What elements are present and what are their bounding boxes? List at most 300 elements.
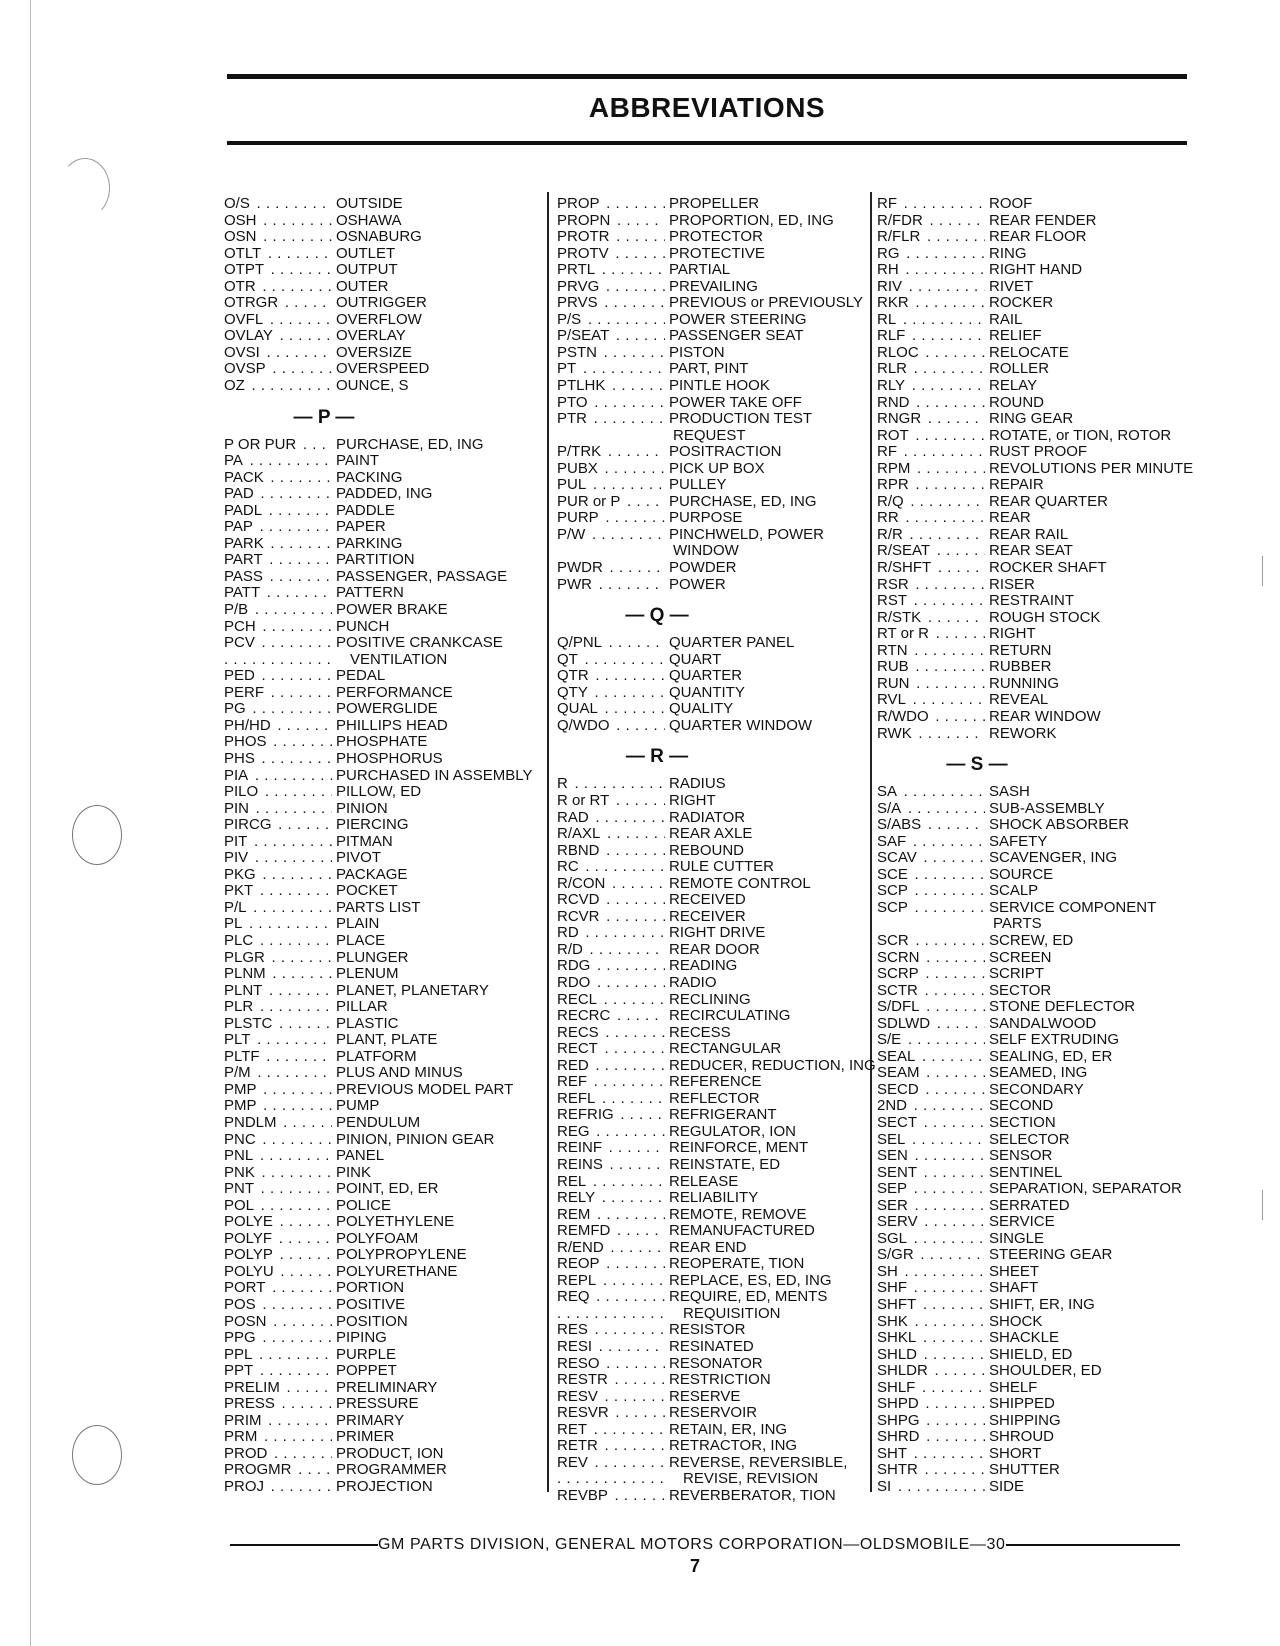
- abbreviation-meaning: PORTION: [336, 1279, 405, 1297]
- abbreviation-code: R/FDR: [877, 212, 923, 229]
- abbreviation-code: PMP: [224, 1098, 257, 1115]
- abbreviation-code: PARK: [224, 535, 264, 552]
- abbreviation-code: SEAL: [877, 1048, 916, 1065]
- abbreviation-entry: [224, 1264, 544, 1281]
- abbreviation-code: SA: [877, 784, 898, 801]
- abbreviation-code: RED: [557, 1057, 589, 1074]
- abbreviation-code: PRVG: [557, 278, 600, 295]
- abbreviation-code-cell: [557, 510, 665, 527]
- abbreviation-code-cell: [877, 560, 985, 577]
- abbreviation-meaning: PLANT, PLATE: [336, 1031, 438, 1049]
- abbreviation-entry: [224, 933, 544, 950]
- abbreviation-code: RDO: [557, 974, 591, 991]
- abbreviation-code: RLY: [877, 378, 906, 395]
- abbreviation-code-cell: [877, 933, 985, 950]
- abbreviation-code: PUL: [557, 477, 587, 494]
- abbreviation-code-cell: [224, 262, 332, 279]
- abbreviation-entry: [224, 1148, 544, 1165]
- abbreviation-code: SCRN: [877, 949, 920, 966]
- abbreviation-meaning: PENDULUM: [336, 1113, 421, 1131]
- abbreviation-entry: [877, 1214, 1197, 1231]
- abbreviation-entry: [224, 1380, 544, 1397]
- abbreviation-entry: [224, 295, 544, 312]
- abbreviation-entry: [557, 328, 877, 345]
- abbreviation-code: RF: [877, 196, 897, 212]
- abbreviation-meaning: RIGHT HAND: [989, 261, 1083, 279]
- abbreviation-code: P/TRK: [557, 444, 602, 461]
- abbreviation-code: REINS: [557, 1156, 603, 1173]
- abbreviation-code-cell: [877, 428, 985, 445]
- abbreviation-entry: [877, 328, 1197, 345]
- abbreviation-entry: [877, 610, 1197, 627]
- abbreviation-meaning: PURCHASE, ED, ING: [669, 492, 817, 510]
- abbreviation-code: RR: [877, 510, 899, 527]
- abbreviation-meaning: REVOLUTIONS PER MINUTE: [989, 459, 1194, 477]
- abbreviation-code-cell: [224, 213, 332, 230]
- abbreviation-column-2: [557, 196, 877, 1504]
- abbreviation-code: S/ABS: [877, 817, 922, 834]
- abbreviation-meaning: PLAIN: [336, 915, 380, 933]
- abbreviation-entry: [557, 892, 877, 909]
- abbreviation-code: SHT: [877, 1445, 907, 1462]
- abbreviation-code-cell: [224, 801, 332, 818]
- abbreviation-code-cell: [877, 626, 985, 643]
- abbreviation-code: PIN: [224, 800, 250, 817]
- abbreviation-code: PADL: [224, 502, 263, 519]
- abbreviation-meaning: REAR WINDOW: [989, 707, 1101, 725]
- abbreviation-entry: [877, 834, 1197, 851]
- abbreviation-meaning: REDUCER, REDUCTION, ING: [669, 1056, 876, 1074]
- abbreviation-entry: [877, 692, 1197, 709]
- abbreviation-meaning: PACKING: [336, 468, 403, 486]
- abbreviation-code-cell: [557, 1140, 665, 1157]
- abbreviation-code: PPG: [224, 1330, 256, 1347]
- abbreviation-code-cell: [557, 229, 665, 246]
- abbreviation-entry: [224, 229, 544, 246]
- abbreviation-entry: [557, 992, 877, 1009]
- abbreviation-code-cell: [557, 701, 665, 718]
- abbreviation-code: PROGMR: [224, 1462, 292, 1479]
- abbreviation-code-cell: [877, 966, 985, 983]
- abbreviation-meaning: SHIPPED: [989, 1395, 1055, 1413]
- abbreviation-meaning: RUBBER: [989, 658, 1052, 676]
- abbreviation-meaning: POLYPROPYLENE: [336, 1246, 467, 1264]
- abbreviation-code: SCP: [877, 883, 908, 900]
- abbreviation-code-cell: [224, 1181, 332, 1198]
- abbreviation-code-cell: [557, 378, 665, 395]
- abbreviation-code: PATT: [224, 585, 261, 602]
- abbreviation-code-cell: [557, 1339, 665, 1356]
- abbreviation-code-cell: [224, 701, 332, 718]
- abbreviation-meaning: RELOCATE: [989, 343, 1069, 361]
- abbreviation-code: P/W: [557, 526, 586, 543]
- abbreviation-meaning: PARTIAL: [669, 261, 731, 279]
- abbreviation-code: REM: [557, 1206, 591, 1223]
- abbreviation-meaning: PRIMER: [336, 1428, 395, 1446]
- abbreviation-code-cell: [557, 262, 665, 279]
- abbreviation-code: R/CON: [557, 875, 606, 892]
- abbreviation-meaning: PLASTIC: [336, 1014, 399, 1032]
- abbreviation-meaning: RETRACTOR, ING: [669, 1437, 798, 1455]
- abbreviation-meaning: QUALITY: [669, 700, 734, 718]
- abbreviation-entry: [877, 494, 1197, 511]
- abbreviation-code: PNT: [224, 1181, 254, 1198]
- abbreviation-code-cell: [224, 328, 332, 345]
- abbreviation-code: PRESS: [224, 1396, 275, 1413]
- abbreviation-entry: [877, 1264, 1197, 1281]
- abbreviation-code: SH: [877, 1263, 898, 1280]
- abbreviation-meaning: POWERGLIDE: [336, 700, 438, 718]
- abbreviation-meaning: RUST PROOF: [989, 443, 1088, 461]
- abbreviation-entry: [877, 883, 1197, 900]
- abbreviation-code: PKG: [224, 866, 256, 883]
- abbreviation-meaning: PAINT: [336, 452, 380, 470]
- abbreviation-entry: [877, 560, 1197, 577]
- abbreviation-code: RH: [877, 262, 899, 279]
- abbreviation-entry: [557, 793, 877, 810]
- abbreviation-entry: [224, 999, 544, 1016]
- abbreviation-code: QTY: [557, 684, 588, 701]
- abbreviation-code: OSN: [224, 229, 257, 246]
- abbreviation-meaning: RAIL: [989, 310, 1023, 328]
- abbreviation-entry: [224, 1247, 544, 1264]
- abbreviation-code: RESO: [557, 1355, 600, 1372]
- abbreviation-meaning: RESISTOR: [669, 1321, 746, 1339]
- abbreviation-code-cell: [877, 692, 985, 709]
- abbreviation-code-cell: [224, 1049, 332, 1066]
- abbreviation-code-cell: [224, 916, 332, 933]
- abbreviation-code-cell: [877, 610, 985, 627]
- abbreviation-entry: [224, 916, 544, 933]
- abbreviation-code-cell: [877, 1479, 985, 1496]
- abbreviation-meaning: RUNNING: [989, 674, 1059, 692]
- abbreviation-entry: [877, 1413, 1197, 1430]
- abbreviation-code: PRTL: [557, 262, 596, 279]
- abbreviation-entry: [224, 635, 544, 652]
- abbreviation-code: REOP: [557, 1256, 600, 1273]
- abbreviation-code-cell: [224, 834, 332, 851]
- abbreviation-entry: [877, 1082, 1197, 1099]
- abbreviation-code: SEP: [877, 1181, 908, 1198]
- abbreviation-entry: [224, 1363, 544, 1380]
- abbreviation-code: Q/WDO: [557, 717, 610, 734]
- abbreviation-entry: [224, 378, 544, 395]
- abbreviation-entry: [877, 428, 1197, 445]
- abbreviation-meaning: PLANET, PLANETARY: [336, 981, 489, 999]
- abbreviation-meaning: PLATFORM: [336, 1047, 417, 1065]
- abbreviation-code: RDG: [557, 958, 591, 975]
- abbreviation-entry: [557, 577, 877, 594]
- abbreviation-code-cell: [224, 519, 332, 536]
- abbreviation-entry: [557, 876, 877, 893]
- abbreviation-code: POLYF: [224, 1230, 273, 1247]
- abbreviation-code-cell: [877, 1347, 985, 1364]
- abbreviation-code: SHPG: [877, 1412, 920, 1429]
- abbreviation-code: SAF: [877, 833, 907, 850]
- abbreviation-entry: [224, 1347, 544, 1364]
- abbreviation-meaning: POCKET: [336, 882, 398, 900]
- abbreviation-entry: [877, 1396, 1197, 1413]
- abbreviation-entry: [557, 1389, 877, 1406]
- abbreviation-entry: [224, 328, 544, 345]
- abbreviation-code-cell: [877, 726, 985, 743]
- abbreviation-code: RT or R: [877, 626, 929, 643]
- abbreviation-meaning: REQUISITION: [683, 1304, 781, 1322]
- abbreviation-meaning: REFRIGERANT: [669, 1106, 777, 1124]
- abbreviation-entry: [224, 1115, 544, 1132]
- abbreviation-entry: [224, 1280, 544, 1297]
- abbreviation-entry: [877, 966, 1197, 983]
- abbreviation-code: PERF: [224, 684, 265, 701]
- abbreviation-meaning: PART, PINT: [669, 360, 749, 378]
- abbreviation-code: R/AXL: [557, 826, 601, 843]
- abbreviation-meaning: REAR END: [669, 1238, 747, 1256]
- abbreviation-code-cell: [557, 444, 665, 461]
- abbreviation-entry: [877, 1280, 1197, 1297]
- abbreviation-entry: [557, 1240, 877, 1257]
- abbreviation-entry: [557, 246, 877, 263]
- abbreviation-entry: [877, 262, 1197, 279]
- abbreviation-code: O/S: [224, 196, 250, 212]
- abbreviation-code-cell: [224, 569, 332, 586]
- abbreviation-meaning: RESERVOIR: [669, 1404, 758, 1422]
- abbreviation-meaning: PARKING: [336, 534, 403, 552]
- abbreviation-meaning: REWORK: [989, 724, 1057, 742]
- abbreviation-code-cell: [224, 196, 332, 213]
- abbreviation-meaning: SINGLE: [989, 1229, 1045, 1247]
- abbreviation-code-cell: [557, 1273, 665, 1290]
- abbreviation-meaning: PISTON: [669, 343, 725, 361]
- abbreviation-meaning: SERVICE COMPONENT: [989, 898, 1157, 916]
- abbreviation-entry: [877, 411, 1197, 428]
- abbreviation-code: QUAL: [557, 701, 598, 718]
- abbreviation-code-cell: [877, 1082, 985, 1099]
- abbreviation-code-cell: [224, 1479, 332, 1496]
- abbreviation-meaning: SHROUD: [989, 1428, 1055, 1446]
- abbreviation-code-cell: [224, 1380, 332, 1397]
- abbreviation-code: PILO: [224, 784, 259, 801]
- header-rule-top: [227, 74, 1187, 79]
- abbreviation-code: PROTR: [557, 229, 610, 246]
- abbreviation-code-cell: [224, 718, 332, 735]
- abbreviation-code: S/DFL: [877, 999, 920, 1016]
- abbreviation-code: PUR or P: [557, 493, 621, 510]
- abbreviation-meaning: POWER BRAKE: [336, 601, 448, 619]
- abbreviation-entry: [224, 1429, 544, 1446]
- abbreviation-code-cell: [224, 1231, 332, 1248]
- abbreviation-code: OTLT: [224, 245, 262, 262]
- abbreviation-meaning: PROTECTOR: [669, 228, 763, 246]
- abbreviation-code: RPR: [877, 477, 909, 494]
- abbreviation-meaning: RESINATED: [669, 1338, 754, 1355]
- abbreviation-code-cell: [877, 1165, 985, 1182]
- abbreviation-code: PSTN: [557, 344, 598, 361]
- abbreviation-code: POLYE: [224, 1214, 273, 1231]
- abbreviation-meaning: PATTERN: [336, 584, 404, 602]
- abbreviation-meaning: PURPLE: [336, 1345, 397, 1363]
- abbreviation-code-cell: [557, 793, 665, 810]
- abbreviation-meaning: PINTLE HOOK: [669, 377, 770, 395]
- abbreviation-code: R/Q: [877, 493, 904, 510]
- abbreviation-code-cell: [557, 1174, 665, 1191]
- abbreviation-code: QTR: [557, 668, 589, 685]
- abbreviation-meaning: PREVAILING: [669, 277, 758, 295]
- abbreviation-meaning: RETAIN, ER, ING: [669, 1420, 788, 1438]
- abbreviation-entry: [557, 477, 877, 494]
- abbreviation-meaning: ROUGH STOCK: [989, 608, 1101, 626]
- abbreviation-code: OVFL: [224, 311, 264, 328]
- abbreviation-entry: [224, 470, 544, 487]
- abbreviation-code-cell: [557, 477, 665, 494]
- abbreviation-entry: [224, 768, 544, 785]
- abbreviation-meaning: REAR QUARTER: [989, 492, 1108, 510]
- abbreviation-entry: [877, 1115, 1197, 1132]
- abbreviation-code-cell: [877, 1413, 985, 1430]
- abbreviation-meaning: PURPOSE: [669, 509, 743, 527]
- abbreviation-code: RND: [877, 394, 910, 411]
- abbreviation-entry: [877, 477, 1197, 494]
- abbreviation-code-cell: [557, 958, 665, 975]
- abbreviation-meaning: SCAVENGER, ING: [989, 849, 1118, 867]
- abbreviation-meaning: PROPELLER: [669, 195, 760, 212]
- abbreviation-entry: [557, 685, 877, 702]
- abbreviation-entry: [877, 1198, 1197, 1215]
- abbreviation-code-cell: [557, 527, 665, 544]
- abbreviation-entry: [877, 527, 1197, 544]
- abbreviation-code: R or RT: [557, 792, 610, 809]
- abbreviation-meaning: PILLOW, ED: [336, 783, 422, 801]
- entry-continuation: [224, 652, 544, 669]
- abbreviation-entry: [557, 229, 877, 246]
- abbreviation-entry: [224, 801, 544, 818]
- abbreviation-code-cell: [877, 999, 985, 1016]
- abbreviation-entry: [557, 1455, 877, 1472]
- abbreviation-code-cell: [224, 1198, 332, 1215]
- abbreviation-meaning: PULLEY: [669, 476, 727, 494]
- abbreviation-entry: [877, 1032, 1197, 1049]
- abbreviation-meaning: SELECTOR: [989, 1130, 1070, 1148]
- page-number: 7: [690, 1556, 701, 1576]
- abbreviation-entry: [877, 1363, 1197, 1380]
- abbreviation-code-cell: [557, 909, 665, 926]
- abbreviation-code: RES: [557, 1322, 588, 1339]
- abbreviation-code-cell: [557, 1091, 665, 1108]
- abbreviation-code-cell: [877, 659, 985, 676]
- abbreviation-code: PL: [224, 916, 243, 933]
- abbreviation-meaning: REAR FENDER: [989, 211, 1097, 229]
- abbreviation-meaning: REOPERATE, TION: [669, 1255, 805, 1273]
- abbreviation-code-cell: [557, 1372, 665, 1389]
- abbreviation-meaning: OVERLAY: [336, 327, 406, 345]
- abbreviation-code: R/FLR: [877, 229, 921, 246]
- abbreviation-meaning: PADDLE: [336, 501, 395, 519]
- abbreviation-entry: [557, 1405, 877, 1422]
- abbreviation-code-cell: [877, 1396, 985, 1413]
- abbreviation-code: RPM: [877, 460, 911, 477]
- abbreviation-code: PRELIM: [224, 1379, 280, 1396]
- abbreviation-meaning: PITMAN: [336, 832, 393, 850]
- abbreviation-code: POSN: [224, 1313, 267, 1330]
- abbreviation-code-cell: [224, 1347, 332, 1364]
- abbreviation-code: RNGR: [877, 411, 922, 428]
- abbreviation-code: 2ND: [877, 1098, 908, 1115]
- abbreviation-entry: [877, 626, 1197, 643]
- abbreviation-entry: [557, 975, 877, 992]
- abbreviation-code: REF: [557, 1074, 587, 1091]
- abbreviation-code: PLR: [224, 999, 254, 1016]
- abbreviation-code-cell: [224, 503, 332, 520]
- abbreviation-meaning: SHOCK: [989, 1312, 1043, 1330]
- abbreviation-entry: [877, 643, 1197, 660]
- abbreviation-meaning: SHIFT, ER, ING: [989, 1296, 1095, 1313]
- abbreviation-code-cell: [557, 1223, 665, 1240]
- abbreviation-meaning: OUTRIGGER: [336, 294, 427, 312]
- abbreviation-meaning: REBOUND: [669, 841, 745, 859]
- abbreviation-code-cell: [557, 652, 665, 669]
- abbreviation-code: PROTV: [557, 245, 609, 262]
- abbreviation-entry: [557, 444, 877, 461]
- abbreviation-entry: [224, 1314, 544, 1331]
- abbreviation-entry: [224, 1165, 544, 1182]
- binder-edge: [30, 0, 31, 1646]
- abbreviation-meaning: PUNCH: [336, 617, 390, 635]
- abbreviation-code-cell: [557, 718, 665, 735]
- abbreviation-code: QT: [557, 651, 578, 668]
- abbreviation-code: RL: [877, 311, 897, 328]
- abbreviation-code-cell: [557, 1008, 665, 1025]
- abbreviation-code: RUN: [877, 675, 910, 692]
- abbreviation-code-cell: [224, 1280, 332, 1297]
- abbreviation-entry: [224, 817, 544, 834]
- right-edge-mark: [1262, 1190, 1263, 1220]
- abbreviation-entry: [224, 685, 544, 702]
- abbreviation-code: SEL: [877, 1131, 906, 1148]
- abbreviation-code: SHTR: [877, 1462, 918, 1479]
- abbreviation-entry: [557, 510, 877, 527]
- abbreviation-meaning: PHILLIPS HEAD: [336, 716, 448, 734]
- abbreviation-meaning: ROCKER: [989, 294, 1054, 312]
- abbreviation-code: PLNT: [224, 982, 263, 999]
- abbreviation-entry: [557, 925, 877, 942]
- abbreviation-meaning: SELF EXTRUDING: [989, 1031, 1120, 1049]
- section-heading: — Q —: [625, 605, 689, 627]
- abbreviation-code: PTO: [557, 394, 588, 411]
- abbreviation-entry: [557, 411, 877, 428]
- abbreviation-code-cell: [557, 668, 665, 685]
- abbreviation-code: PROJ: [224, 1479, 265, 1496]
- abbreviation-column-3: [877, 196, 1197, 1496]
- abbreviation-code-cell: [877, 461, 985, 478]
- leader-dots: [557, 1471, 665, 1488]
- abbreviation-meaning: RELIABILITY: [669, 1189, 759, 1207]
- abbreviation-code-cell: [557, 1356, 665, 1373]
- abbreviation-code: PROPN: [557, 212, 611, 229]
- abbreviation-code: PACK: [224, 469, 264, 486]
- abbreviation-code: PIRCG: [224, 817, 272, 834]
- abbreviation-meaning: POSITRACTION: [669, 443, 782, 461]
- abbreviation-entry: [224, 453, 544, 470]
- abbreviation-code: R: [557, 776, 568, 793]
- abbreviation-code: P/S: [557, 311, 582, 328]
- page-footer: [230, 1536, 1180, 1554]
- abbreviation-code-cell: [557, 635, 665, 652]
- leader-dots: [224, 652, 332, 669]
- abbreviation-entry: [557, 196, 877, 213]
- abbreviation-code-cell: [877, 279, 985, 296]
- abbreviation-entry: [877, 850, 1197, 867]
- abbreviation-code-cell: [877, 494, 985, 511]
- abbreviation-code: REL: [557, 1173, 587, 1190]
